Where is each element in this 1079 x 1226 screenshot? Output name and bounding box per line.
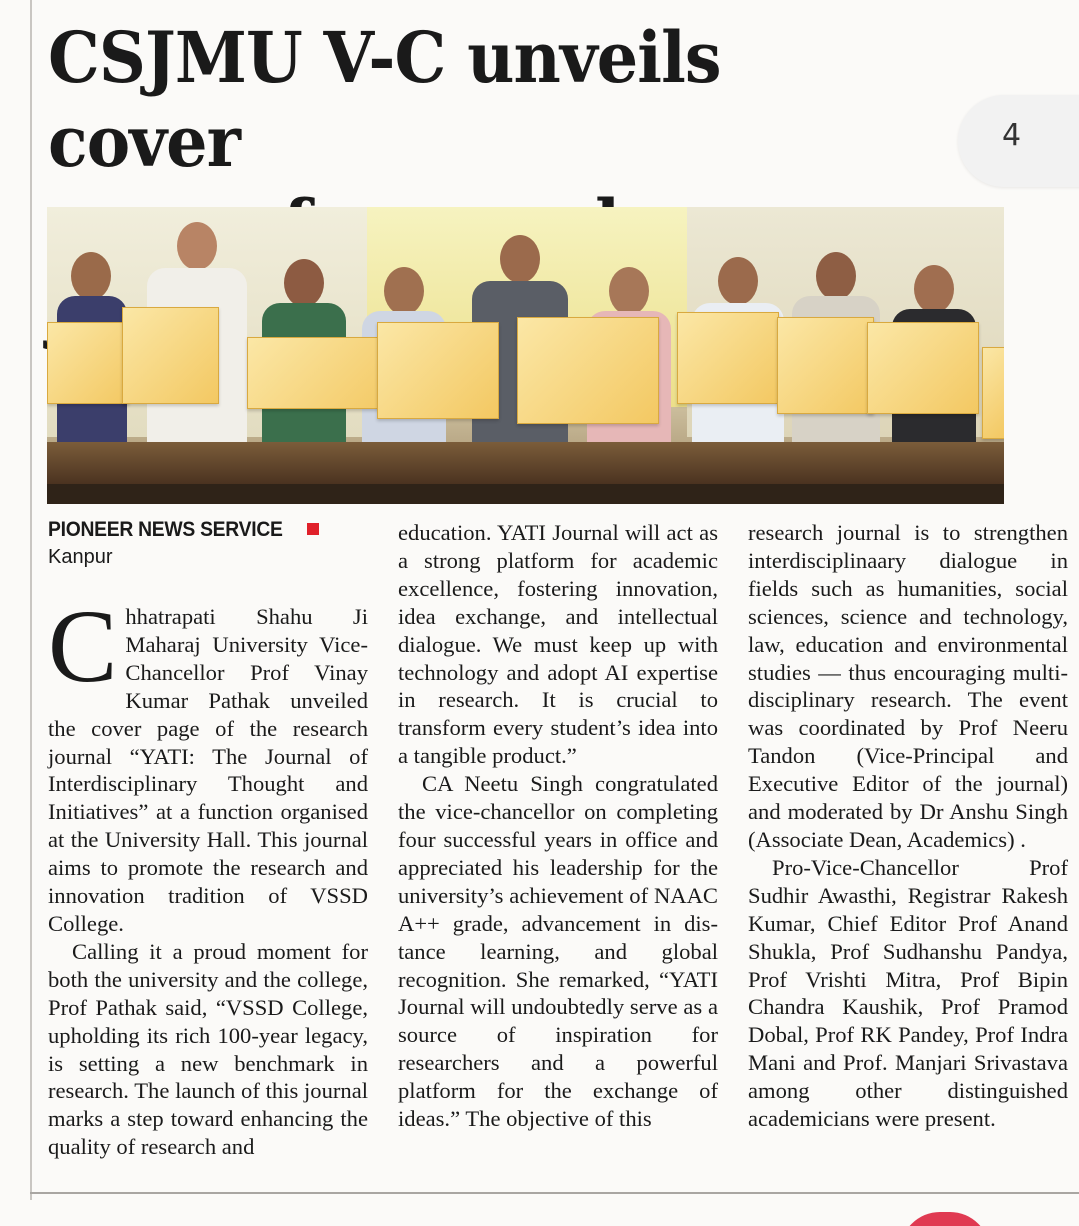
- article-paragraph: research journal is to strengthen interdisciplinaary dialogue in fields such as humanities, social sciences, science and technology, law, education and environmental studies — thus encouraging multi-disciplinary research. The event was coordinated by Prof Neeru Tandon (Vice-Principal and Executive Editor of the journal) and moderated by Dr Anshu Singh (Associate Dean, Academics) .: [748, 520, 1068, 852]
- article-paragraph: education. YATI Journal will act as a strong platform for academic excellence, fostering innovation, idea exchange, and intellectual dialogue. We must keep up with technology and adopt AI expertise in research. It is crucial to transform every student’s idea into a tangible product.”: [398, 520, 718, 769]
- page-number: 4: [1002, 118, 1022, 153]
- event-photo: [47, 207, 1004, 504]
- journal-cover: [517, 317, 659, 424]
- dateline: Kanpur: [48, 546, 113, 568]
- journal-cover: [982, 347, 1004, 439]
- left-margin-rule: [30, 0, 32, 1200]
- byline-block: [48, 518, 378, 569]
- drop-cap: C: [48, 589, 118, 704]
- article-column-3: [748, 519, 1068, 1133]
- journal-cover: [777, 317, 874, 414]
- article-paragraph: Calling it a proud moment for both the university and the college, Prof Pathak said, “VSSD College, upholding its rich 100-year legacy, is setting a new benchmark in research. The launch of this journal marks a step toward enhancing the quality of research and: [48, 938, 368, 1160]
- headline-line-1: CSJMU V-C unveils cover: [48, 16, 721, 183]
- journal-cover: [377, 322, 499, 419]
- bottom-rule: [30, 1192, 1079, 1194]
- journal-cover: [867, 322, 979, 414]
- article-paragraph: Pro-Vice-Chancellor Prof Sudhir Awasthi, Registrar Rakesh Kumar, Chief Editor Prof Anand Shukla, Prof Sudhanshu Pandya, Prof Vrishti Mitra, Prof Bipin Chandra Kaushik, Prof Pramod Dobal, Prof RK Pandey, Prof Indra Mani and Prof. Manjari Srivastava among other distinguished academicians were present.: [748, 854, 1068, 1132]
- article-column-2: [398, 519, 718, 1133]
- article-paragraph: CA Neetu Singh congratulated the vice-chancellor on completing four successful years in office and appreciated his leadership for the university’s achievement of NAAC A++ grade, advancement in distance learning, and global recognition. She remarked, “YATI Journal will undoubtedly serve as a source of inspiration for researchers and a powerful platform for the exchange of ideas.” The objective of this: [398, 771, 718, 1132]
- byline-service: PIONEER NEWS SERVICE: [48, 518, 283, 541]
- article-paragraph: [48, 589, 368, 938]
- journal-cover: [122, 307, 219, 404]
- journal-cover: [677, 312, 779, 404]
- byline-square-icon: [307, 523, 319, 535]
- journal-cover: [47, 322, 129, 404]
- photo-stage-table: [47, 442, 1004, 484]
- corner-badge-icon: [900, 1212, 990, 1226]
- photo-floor: [47, 484, 1004, 504]
- article-column-1: [48, 589, 368, 1161]
- article-paragraph-text: hhatrapati Shahu Ji Maharaj University Vice-Chancellor Prof Vinay Kumar Pathak unveiled the cover page of the research journal “YATI: The Journal of Interdisciplinary Thought and Initiatives” at a function organised at the University Hall. This journal aims to promote the research and innovation tradition of VSSD College.: [48, 604, 368, 936]
